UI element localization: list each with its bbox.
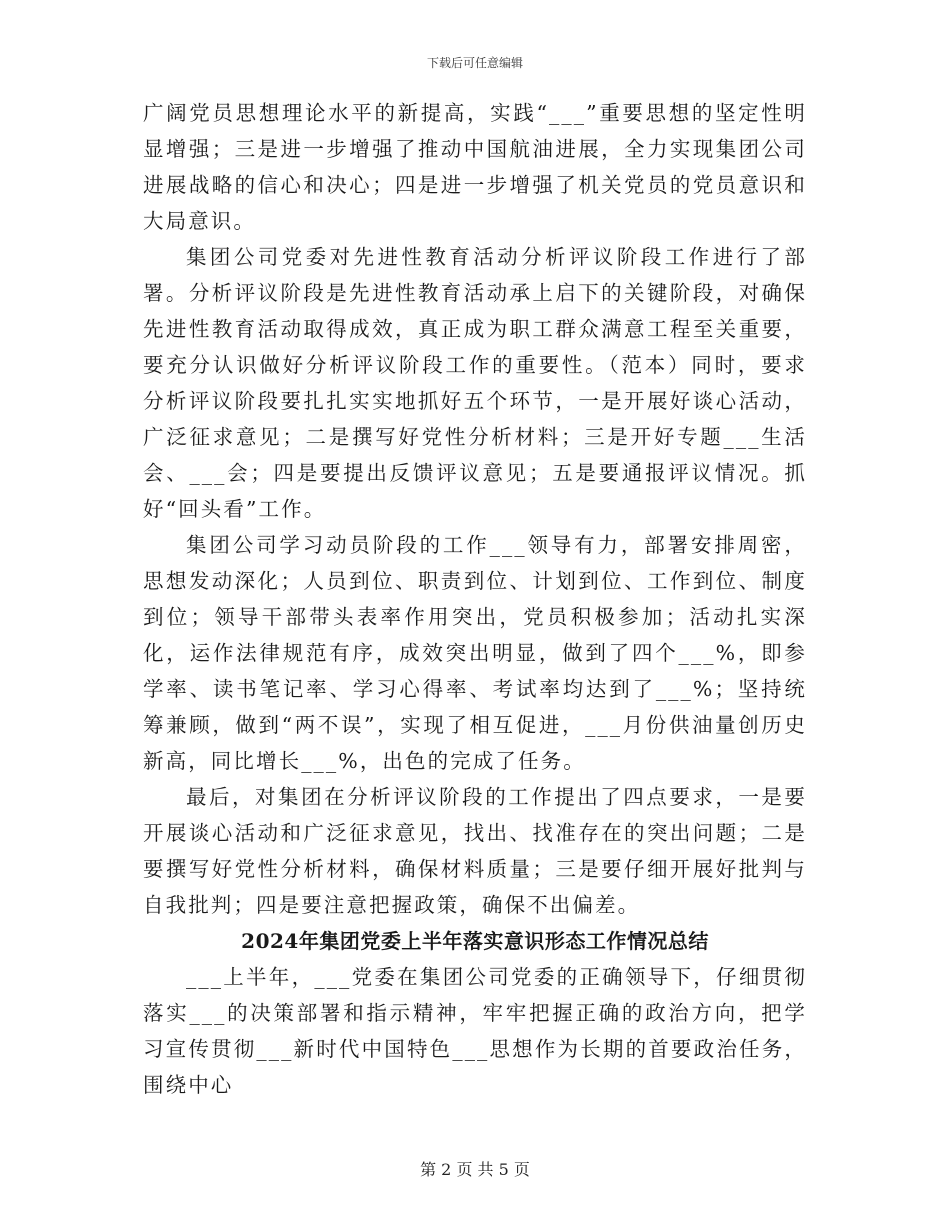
document-body: [143, 95, 807, 1103]
paragraph-deployment: 集团公司党委对先进性教育活动分析评议阶段工作进行了部署。分析评议阶段是先进性教育活动承上启下的关键阶段，对确保先进性教育活动取得成效，真正成为职工群众满意工程至关重要，要充分认识做好分析评议阶段工作的重要性。（范本）同时，要求分析评议阶段要扎扎实实地抓好五个环节，一是开展好谈心活动，广泛征求意见；二是撰写好党性分析材料；三是开好专题___生活会、___会；四是要提出反馈评议意见；五是要通报评议情况。抓好“回头看”工作。: [143, 245, 807, 521]
paragraph-requirements: 最后，对集团在分析评议阶段的工作提出了四点要求，一是要开展谈心活动和广泛征求意见，找出、找准存在的突出问题；二是要撰写好党性分析材料，确保材料质量；三是要仔细开展好批判与自我批判；四是要注意把握政策，确保不出偏差。: [143, 785, 807, 917]
page-header: 下载后可任意编辑: [426, 56, 523, 70]
page-number: 第 2 页 共 5 页: [420, 1160, 530, 1179]
section-title: 2024年集团党委上半年落实意识形态工作情况总结: [241, 929, 709, 953]
paragraph-continuation: 广阔党员思想理论水平的新提高，实践“___”重要思想的坚定性明显增强；三是进一步增强了推动中国航油进展，全力实现集团公司进展战略的信心和决心；四是进一步增强了机关党员的党员意识和大局意识。: [143, 101, 807, 233]
paragraph-summary-intro: ___上半年，___党委在集团公司党委的正确领导下，仔细贯彻落实___的决策部署和指示精神，牢牢把握正确的政治方向，把学习宣传贯彻___新时代中国特色___思想作为长期的首要政治任务，围绕中心: [143, 965, 807, 1097]
paragraph-mobilization-stage: 集团公司学习动员阶段的工作___领导有力，部署安排周密，思想发动深化；人员到位、职责到位、计划到位、工作到位、制度到位；领导干部带头表率作用突出，党员积极参加；活动扎实深化，运作法律规范有序，成效突出明显，做到了四个___%，即参学率、读书笔记率、学习心得率、考试率均达到了___%；坚持统筹兼顾，做到“两不误”，实现了相互促进，___月份供油量创历史新高，同比增长___%，出色的完成了任务。: [143, 533, 807, 773]
